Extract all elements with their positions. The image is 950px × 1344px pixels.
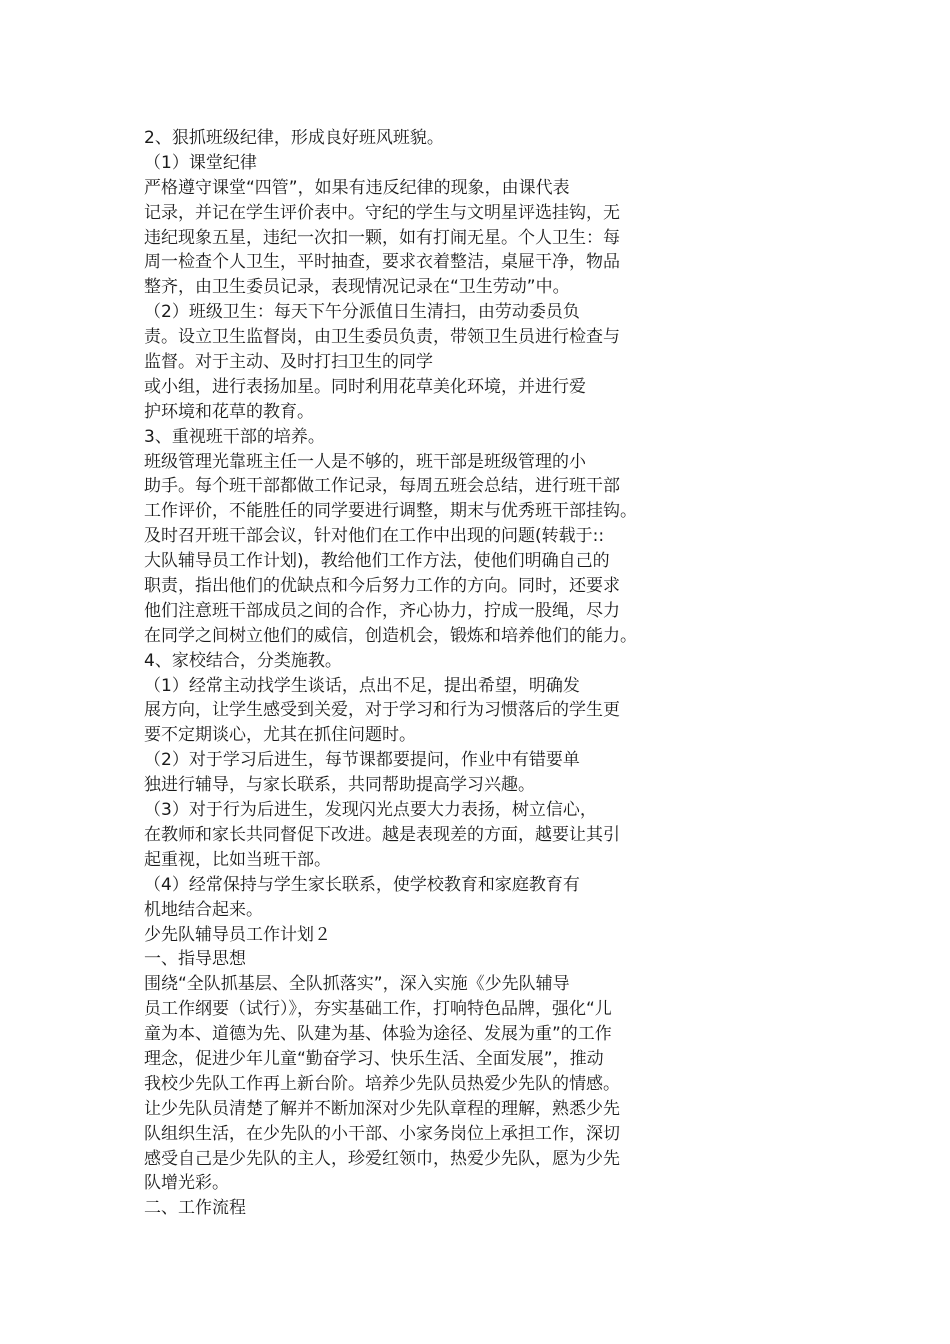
- text-line: 3、重视班干部的培养。: [144, 426, 325, 447]
- text-line: 整齐，由卫生委员记录，表现情况记录在“卫生劳动”中。: [144, 277, 570, 298]
- text-line: 大队辅导员工作计划)，教给他们工作方法，使他们明确自己的: [144, 551, 610, 572]
- text-line: （4）经常保持与学生家长联系，使学校教育和家庭教育有: [144, 874, 580, 895]
- text-line: （3）对于行为后进生，发现闪光点要大力表扬，树立信心，: [144, 800, 597, 821]
- text-line: （1）课堂纪律: [144, 152, 257, 173]
- text-line: 队组织生活，在少先队的小干部、小家务岗位上承担工作，深切: [144, 1123, 620, 1144]
- text-line: 2、狠抓班级纪律，形成良好班风班貌。: [144, 128, 444, 148]
- text-line: 护环境和花草的教育。: [144, 401, 314, 422]
- text-line: 围绕“全队抓基层、全队抓落实”，深入实施《少先队辅导: [144, 974, 570, 995]
- text-line: （2）班级卫生：每天下午分派值日生清扫，由劳动委员负: [144, 302, 580, 323]
- text-line: 违纪现象五星，违纪一次扣一颗，如有打闹无星。个人卫生：每: [144, 227, 620, 248]
- text-line: 队增光彩。: [144, 1173, 229, 1194]
- text-line: 让少先队员清楚了解并不断加深对少先队章程的理解，熟悉少先: [144, 1098, 620, 1119]
- text-line: （2）对于学习后进生，每节课都要提问，作业中有错要单: [144, 750, 580, 771]
- text-line: 感受自己是少先队的主人，珍爱红领巾，热爱少先队，愿为少先: [144, 1148, 620, 1169]
- text-line: 独进行辅导，与家长联系，共同帮助提高学习兴趣。: [144, 775, 535, 796]
- text-line: 要不定期谈心，尤其在抓住问题时。: [144, 725, 416, 746]
- text-line: 工作评价，不能胜任的同学要进行调整，期末与优秀班干部挂钩。: [144, 501, 637, 522]
- text-line: 童为本、道德为先、队建为基、体验为途径、发展为重”的工作: [144, 1024, 612, 1045]
- text-line: 员工作纲要（试行）》，夯实基础工作，打响特色品牌，强化“儿: [144, 999, 612, 1020]
- document-body: [144, 126, 744, 1221]
- text-line: 及时召开班干部会议，针对他们在工作中出现的问题(转载于::: [144, 526, 605, 547]
- text-line: 严格遵守课堂“四管”，如果有违反纪律的现象，由课代表: [144, 177, 570, 198]
- text-line: 记录，并记在学生评价表中。守纪的学生与文明星评选挂钩，无: [144, 202, 620, 223]
- text-line: 理念，促进少年儿童“勤奋学习、快乐生活、全面发展”，推动: [144, 1048, 604, 1069]
- text-line: 机地结合起来。: [144, 899, 263, 920]
- text-line: 在教师和家长共同督促下改进。越是表现差的方面，越要让其引: [144, 824, 620, 845]
- text-line: 展方向，让学生感受到关爱，对于学习和行为习惯落后的学生更: [144, 700, 620, 721]
- text-line: 在同学之间树立他们的威信，创造机会，锻炼和培养他们的能力。: [144, 625, 637, 646]
- text-line: 起重视，比如当班干部。: [144, 849, 331, 870]
- text-line: 我校少先队工作再上新台阶。培养少先队员热爱少先队的情感。: [144, 1073, 620, 1094]
- text-line: 周一检查个人卫生，平时抽查，要求衣着整洁，桌屉干净，物品: [144, 252, 620, 273]
- text-line: 4、家校结合，分类施教。: [144, 650, 342, 671]
- text-line: 助手。每个班干部都做工作记录，每周五班会总结，进行班干部: [144, 476, 620, 497]
- text-line: 监督。对于主动、及时打扫卫生的同学: [144, 352, 433, 373]
- text-line: 班级管理光靠班主任一人是不够的，班干部是班级管理的小: [144, 451, 586, 472]
- text-line: 或小组，进行表扬加星。同时利用花草美化环境，并进行爱: [144, 376, 586, 397]
- text-line: （1）经常主动找学生谈话，点出不足，提出希望，明确发: [144, 675, 580, 696]
- text-line: 少先队辅导员工作计划２: [144, 924, 331, 945]
- text-line: 二、工作流程: [144, 1198, 246, 1219]
- text-line: 责。设立卫生监督岗，由卫生委员负责，带领卫生员进行检查与: [144, 327, 620, 348]
- text-line: 一、指导思想: [144, 949, 246, 970]
- text-line: 职责，指出他们的优缺点和今后努力工作的方向。同时，还要求: [144, 576, 620, 597]
- text-line: 他们注意班干部成员之间的合作，齐心协力，拧成一股绳，尽力: [144, 600, 620, 621]
